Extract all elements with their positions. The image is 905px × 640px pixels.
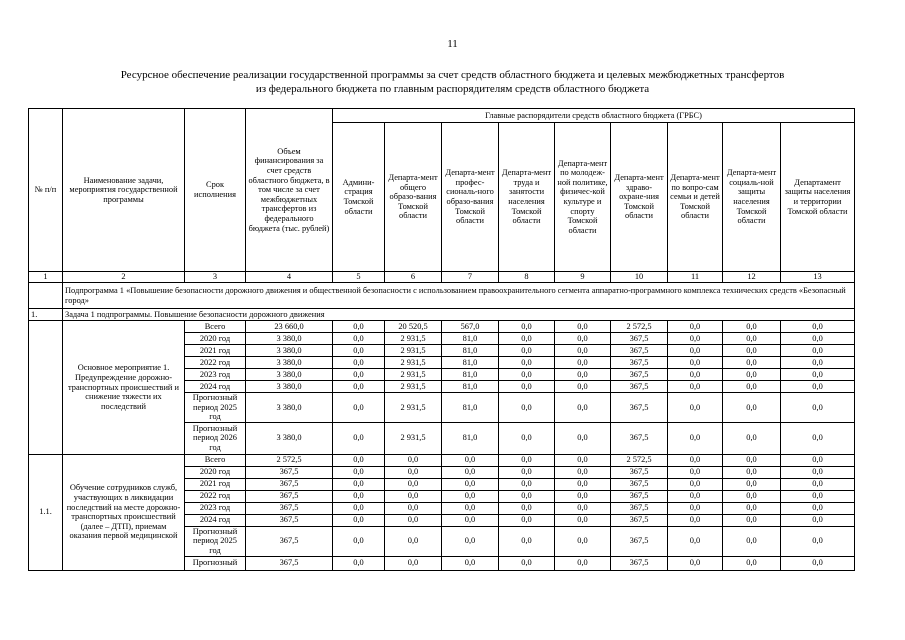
value-cell: 0,0	[555, 454, 611, 466]
block1-number	[29, 321, 63, 455]
value-cell: 0,0	[385, 526, 442, 556]
value-cell: 0,0	[499, 556, 555, 570]
value-cell: 0,0	[385, 454, 442, 466]
column-number-13: 13	[781, 272, 855, 283]
total-cell: 3 380,0	[246, 369, 333, 381]
value-cell: 0,0	[499, 321, 555, 333]
block2-number: 1.1.	[29, 454, 63, 570]
value-cell: 0,0	[333, 381, 385, 393]
value-cell: 0,0	[723, 333, 781, 345]
total-cell: 3 380,0	[246, 381, 333, 393]
value-cell: 0,0	[555, 357, 611, 369]
period-cell: Всего	[185, 454, 246, 466]
value-cell: 0,0	[333, 422, 385, 454]
header-department-6: Департа-мент здраво-охране-ния Томской области	[611, 123, 668, 272]
value-cell: 367,5	[611, 333, 668, 345]
period-cell: 2021 год	[185, 345, 246, 357]
value-cell: 0,0	[668, 422, 723, 454]
value-cell: 0,0	[333, 321, 385, 333]
value-cell: 2 931,5	[385, 333, 442, 345]
value-cell: 0,0	[723, 490, 781, 502]
header-num: № п/п	[29, 109, 63, 272]
value-cell: 0,0	[668, 478, 723, 490]
value-cell: 0,0	[723, 454, 781, 466]
value-cell: 0,0	[668, 526, 723, 556]
value-cell: 81,0	[442, 393, 499, 423]
value-cell: 0,0	[555, 502, 611, 514]
value-cell: 2 931,5	[385, 393, 442, 423]
period-cell: 2020 год	[185, 466, 246, 478]
value-cell: 0,0	[333, 556, 385, 570]
value-cell: 0,0	[555, 466, 611, 478]
column-number-6: 6	[385, 272, 442, 283]
value-cell: 0,0	[723, 478, 781, 490]
value-cell: 0,0	[499, 345, 555, 357]
value-cell: 0,0	[333, 502, 385, 514]
value-cell: 367,5	[611, 393, 668, 423]
value-cell: 0,0	[668, 333, 723, 345]
value-cell: 0,0	[781, 514, 855, 526]
period-cell: Прогнозный период 2026 год	[185, 422, 246, 454]
value-cell: 367,5	[611, 478, 668, 490]
period-cell: Прогнозный период 2025 год	[185, 393, 246, 423]
value-cell: 367,5	[611, 526, 668, 556]
value-cell: 0,0	[781, 381, 855, 393]
value-cell: 0,0	[333, 333, 385, 345]
header-department-7: Департа-мент по вопро-сам семьи и детей Томской области	[668, 123, 723, 272]
total-cell: 367,5	[246, 526, 333, 556]
task-row	[29, 309, 855, 321]
value-cell: 0,0	[499, 490, 555, 502]
value-cell: 0,0	[723, 422, 781, 454]
period-cell: 2022 год	[185, 357, 246, 369]
column-number-4: 4	[246, 272, 333, 283]
value-cell: 0,0	[442, 556, 499, 570]
total-cell: 3 380,0	[246, 345, 333, 357]
value-cell: 0,0	[723, 393, 781, 423]
value-cell: 0,0	[555, 381, 611, 393]
value-cell: 0,0	[668, 321, 723, 333]
total-cell: 3 380,0	[246, 393, 333, 423]
value-cell: 0,0	[781, 556, 855, 570]
value-cell: 0,0	[555, 333, 611, 345]
value-cell: 0,0	[555, 490, 611, 502]
value-cell: 0,0	[668, 393, 723, 423]
block2-activity-name: Обучение сотрудников служб, участвующих в ликвидации последствий на месте дорожно-транспортных происшествий (далее – ДТП), приемам оказания первой медицинской	[63, 454, 185, 570]
value-cell: 81,0	[442, 422, 499, 454]
value-cell: 81,0	[442, 381, 499, 393]
value-cell: 0,0	[781, 345, 855, 357]
value-cell: 0,0	[499, 333, 555, 345]
value-cell: 0,0	[333, 514, 385, 526]
value-cell: 367,5	[611, 466, 668, 478]
resource-table	[28, 108, 855, 571]
value-cell: 0,0	[555, 369, 611, 381]
value-cell: 0,0	[442, 514, 499, 526]
value-cell: 0,0	[668, 345, 723, 357]
subprogram-num	[29, 283, 63, 309]
total-cell: 2 572,5	[246, 454, 333, 466]
value-cell: 0,0	[499, 381, 555, 393]
period-cell: 2024 год	[185, 381, 246, 393]
value-cell: 0,0	[781, 357, 855, 369]
value-cell: 2 572,5	[611, 321, 668, 333]
value-cell: 0,0	[499, 478, 555, 490]
header-department-9: Департамент защиты населения и территории Томской области	[781, 123, 855, 272]
value-cell: 0,0	[333, 369, 385, 381]
period-cell: 2023 год	[185, 502, 246, 514]
value-cell: 0,0	[385, 478, 442, 490]
value-cell: 0,0	[723, 526, 781, 556]
value-cell: 0,0	[668, 556, 723, 570]
table-row	[29, 454, 855, 466]
value-cell: 0,0	[668, 502, 723, 514]
header-name: Наименование задачи, мероприятия государственной программы	[63, 109, 185, 272]
value-cell: 0,0	[555, 393, 611, 423]
total-cell: 3 380,0	[246, 333, 333, 345]
value-cell: 0,0	[442, 454, 499, 466]
value-cell: 0,0	[723, 345, 781, 357]
column-number-9: 9	[555, 272, 611, 283]
total-cell: 23 660,0	[246, 321, 333, 333]
header-department-4: Департа-мент труда и занятости населения Томской области	[499, 123, 555, 272]
value-cell: 0,0	[668, 454, 723, 466]
value-cell: 0,0	[781, 454, 855, 466]
value-cell: 0,0	[555, 345, 611, 357]
period-cell: 2022 год	[185, 490, 246, 502]
value-cell: 0,0	[385, 490, 442, 502]
value-cell: 0,0	[499, 514, 555, 526]
total-cell: 367,5	[246, 514, 333, 526]
value-cell: 0,0	[781, 321, 855, 333]
value-cell: 0,0	[333, 454, 385, 466]
value-cell: 0,0	[385, 466, 442, 478]
value-cell: 0,0	[442, 490, 499, 502]
value-cell: 81,0	[442, 345, 499, 357]
total-cell: 367,5	[246, 502, 333, 514]
value-cell: 0,0	[723, 514, 781, 526]
value-cell: 2 931,5	[385, 422, 442, 454]
column-number-7: 7	[442, 272, 499, 283]
value-cell: 0,0	[555, 321, 611, 333]
total-cell: 367,5	[246, 490, 333, 502]
value-cell: 0,0	[499, 454, 555, 466]
task-num: 1.	[29, 309, 63, 321]
column-numbers-row	[29, 272, 855, 283]
value-cell: 0,0	[333, 478, 385, 490]
value-cell: 367,5	[611, 369, 668, 381]
value-cell: 0,0	[499, 526, 555, 556]
value-cell: 0,0	[499, 502, 555, 514]
value-cell: 0,0	[555, 514, 611, 526]
period-cell: Прогнозный период 2025 год	[185, 526, 246, 556]
value-cell: 367,5	[611, 490, 668, 502]
page-number: 11	[447, 38, 458, 50]
table-row	[29, 321, 855, 333]
value-cell: 0,0	[668, 381, 723, 393]
column-number-2: 2	[63, 272, 185, 283]
value-cell: 0,0	[668, 490, 723, 502]
value-cell: 0,0	[781, 526, 855, 556]
value-cell: 0,0	[781, 478, 855, 490]
value-cell: 0,0	[499, 357, 555, 369]
value-cell: 0,0	[555, 556, 611, 570]
value-cell: 81,0	[442, 333, 499, 345]
value-cell: 567,0	[442, 321, 499, 333]
value-cell: 367,5	[611, 514, 668, 526]
value-cell: 0,0	[781, 393, 855, 423]
value-cell: 2 931,5	[385, 369, 442, 381]
value-cell: 367,5	[611, 556, 668, 570]
block1-activity-name: Основное мероприятие 1. Предупреждение дорожно-транспортных происшествий и снижение тяжести их последствий	[63, 321, 185, 455]
column-number-3: 3	[185, 272, 246, 283]
document-title	[20, 68, 885, 96]
value-cell: 367,5	[611, 345, 668, 357]
value-cell: 0,0	[781, 333, 855, 345]
total-cell: 3 380,0	[246, 422, 333, 454]
header-grbs: Главные распорядители средств областного бюджета (ГРБС)	[333, 109, 855, 123]
value-cell: 0,0	[668, 466, 723, 478]
value-cell: 0,0	[723, 381, 781, 393]
value-cell: 0,0	[442, 526, 499, 556]
value-cell: 0,0	[499, 369, 555, 381]
value-cell: 0,0	[668, 369, 723, 381]
value-cell: 0,0	[781, 490, 855, 502]
column-number-1: 1	[29, 272, 63, 283]
value-cell: 0,0	[499, 393, 555, 423]
value-cell: 0,0	[781, 422, 855, 454]
column-number-11: 11	[668, 272, 723, 283]
value-cell: 0,0	[668, 357, 723, 369]
title-line-1: Ресурсное обеспечение реализации государственной программы за счет средств областного бюджета и целевых межбюджетных трансфертов	[120, 69, 785, 81]
value-cell: 2 931,5	[385, 357, 442, 369]
value-cell: 0,0	[333, 357, 385, 369]
value-cell: 0,0	[442, 478, 499, 490]
header-department-2: Департа-мент общего образо-вания Томской области	[385, 123, 442, 272]
period-cell: Всего	[185, 321, 246, 333]
title-line-2: из федерального бюджета по главным распорядителям средств областного бюджета	[255, 83, 650, 95]
value-cell: 0,0	[781, 466, 855, 478]
total-cell: 367,5	[246, 478, 333, 490]
value-cell: 0,0	[333, 393, 385, 423]
value-cell: 0,0	[723, 321, 781, 333]
period-cell: 2024 год	[185, 514, 246, 526]
period-cell: Прогнозный	[185, 556, 246, 570]
header-department-1: Админи-страция Томской области	[333, 123, 385, 272]
value-cell: 0,0	[555, 422, 611, 454]
value-cell: 0,0	[442, 466, 499, 478]
value-cell: 0,0	[333, 345, 385, 357]
period-cell: 2020 год	[185, 333, 246, 345]
column-number-8: 8	[499, 272, 555, 283]
header-department-3: Департа-мент профес-сиональ-ного образо-вания Томской области	[442, 123, 499, 272]
value-cell: 0,0	[781, 502, 855, 514]
header-row-grbs	[29, 109, 855, 123]
task-title: Задача 1 подпрограммы. Повышение безопасности дорожного движения	[63, 309, 855, 321]
header-period: Срок исполнения	[185, 109, 246, 272]
value-cell: 20 520,5	[385, 321, 442, 333]
column-number-10: 10	[611, 272, 668, 283]
value-cell: 0,0	[499, 422, 555, 454]
value-cell: 0,0	[385, 556, 442, 570]
value-cell: 2 931,5	[385, 381, 442, 393]
value-cell: 0,0	[333, 490, 385, 502]
value-cell: 0,0	[723, 556, 781, 570]
header-department-5: Департа-мент по молодеж-ной политике, физичес-кой культуре и спорту Томской области	[555, 123, 611, 272]
value-cell: 367,5	[611, 357, 668, 369]
value-cell: 0,0	[555, 478, 611, 490]
value-cell: 0,0	[499, 466, 555, 478]
value-cell: 0,0	[333, 526, 385, 556]
total-cell: 3 380,0	[246, 357, 333, 369]
value-cell: 0,0	[723, 466, 781, 478]
value-cell: 0,0	[723, 502, 781, 514]
value-cell: 0,0	[333, 466, 385, 478]
total-cell: 367,5	[246, 556, 333, 570]
value-cell: 0,0	[781, 369, 855, 381]
value-cell: 0,0	[555, 526, 611, 556]
header-volume: Объем финансирования за счет средств областного бюджета, в том числе за счет межбюджетных трансфертов из федерального бюджета (тыс. рублей)	[246, 109, 333, 272]
subprogram-row	[29, 283, 855, 309]
value-cell: 0,0	[385, 502, 442, 514]
value-cell: 2 931,5	[385, 345, 442, 357]
value-cell: 81,0	[442, 369, 499, 381]
value-cell: 0,0	[385, 514, 442, 526]
column-number-5: 5	[333, 272, 385, 283]
value-cell: 367,5	[611, 502, 668, 514]
column-number-12: 12	[723, 272, 781, 283]
value-cell: 367,5	[611, 381, 668, 393]
total-cell: 367,5	[246, 466, 333, 478]
value-cell: 2 572,5	[611, 454, 668, 466]
period-cell: 2023 год	[185, 369, 246, 381]
subprogram-title: Подпрограмма 1 «Повышение безопасности дорожного движения и общественной безопасности с использованием правоохранительного сегмента аппаратно-программного комплекса технических средств «Безопасный город»	[63, 283, 855, 309]
value-cell: 0,0	[723, 357, 781, 369]
value-cell: 0,0	[723, 369, 781, 381]
value-cell: 0,0	[442, 502, 499, 514]
header-department-8: Департа-мент социаль-ной защиты населения Томской области	[723, 123, 781, 272]
value-cell: 0,0	[668, 514, 723, 526]
value-cell: 81,0	[442, 357, 499, 369]
value-cell: 367,5	[611, 422, 668, 454]
period-cell: 2021 год	[185, 478, 246, 490]
